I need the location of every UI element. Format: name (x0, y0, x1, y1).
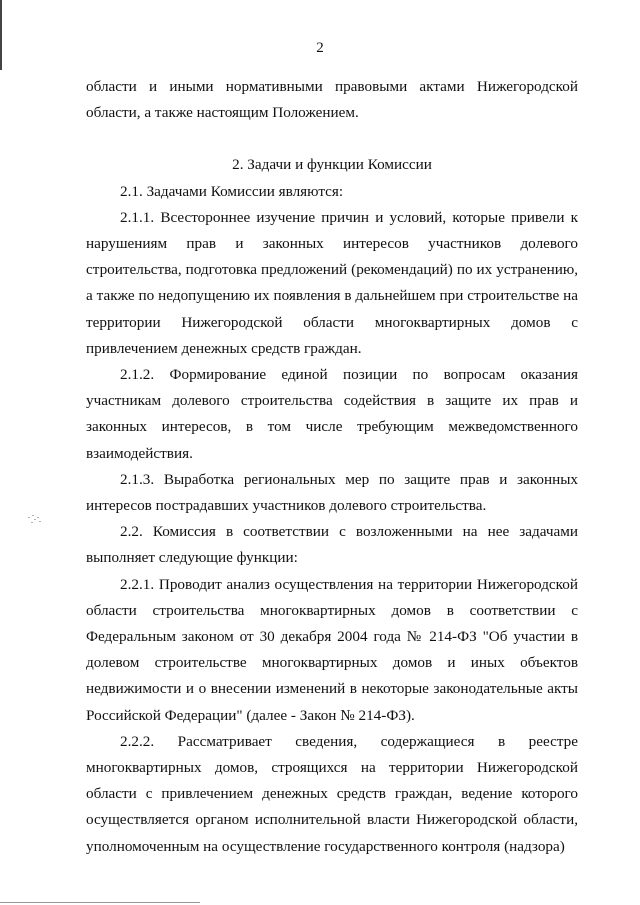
scan-artifact (28, 515, 42, 525)
bottom-rule (0, 902, 200, 903)
page-number: 2 (316, 40, 324, 56)
paragraph-2-1-3: 2.1.3. Выработка региональных мер по защите прав и законных интересов пострадавших участников долевого строительства. (86, 470, 578, 515)
paragraph-continuation: области и иными нормативными правовыми актами Нижегородской области, а также настоящим Положением. (86, 78, 578, 122)
paragraph-2-2-1: 2.2.1. Проводит анализ осуществления на территории Нижегородской области строительства многоквартирных домов в соответствии с Федеральным законом от 30 декабря 2004 года № 214-ФЗ "Об участии в долевом строительстве многоквартирных домов и иных объектов недвижимости и о внесении изменений в некоторые законодательные акты Российской Федерации" (далее - Закон № 214-ФЗ). (86, 575, 578, 724)
document-body (86, 74, 578, 860)
paragraph-2-1: 2.1. Задачами Комиссии являются: (120, 182, 344, 200)
paragraph-2-1-1: 2.1.1. Всестороннее изучение причин и условий, которые привели к нарушениям прав и законных интересов участников долевого строительства, подготовка предложений (рекомендаций) по их устранению, а также по недопущению их появления в дальнейшем при строительстве на территории Нижегородской области многоквартирных домов с привлечением денежных средств граждан. (86, 208, 578, 357)
paragraph-2-1-2: 2.1.2. Формирование единой позиции по вопросам оказания участникам долевого строительства содействия в защите их прав и законных интересов, в том числе требующим межведомственного взаимодействия. (86, 366, 578, 462)
page-edge-line (0, 0, 2, 70)
paragraph-2-2-2: 2.2.2. Рассматривает сведения, содержащиеся в реестре многоквартирных домов, строящихся на территории Нижегородской области с привлечением денежных средств граждан, ведение которого осуществляется органом исполнительной власти Нижегородской области, уполномоченным на осуществление государственного контроля (надзора) (86, 732, 578, 855)
section-heading: 2. Задачи и функции Комиссии (232, 156, 432, 174)
paragraph-2-2: 2.2. Комиссия в соответствии с возложенными на нее задачами выполняет следующие функции: (86, 523, 578, 567)
